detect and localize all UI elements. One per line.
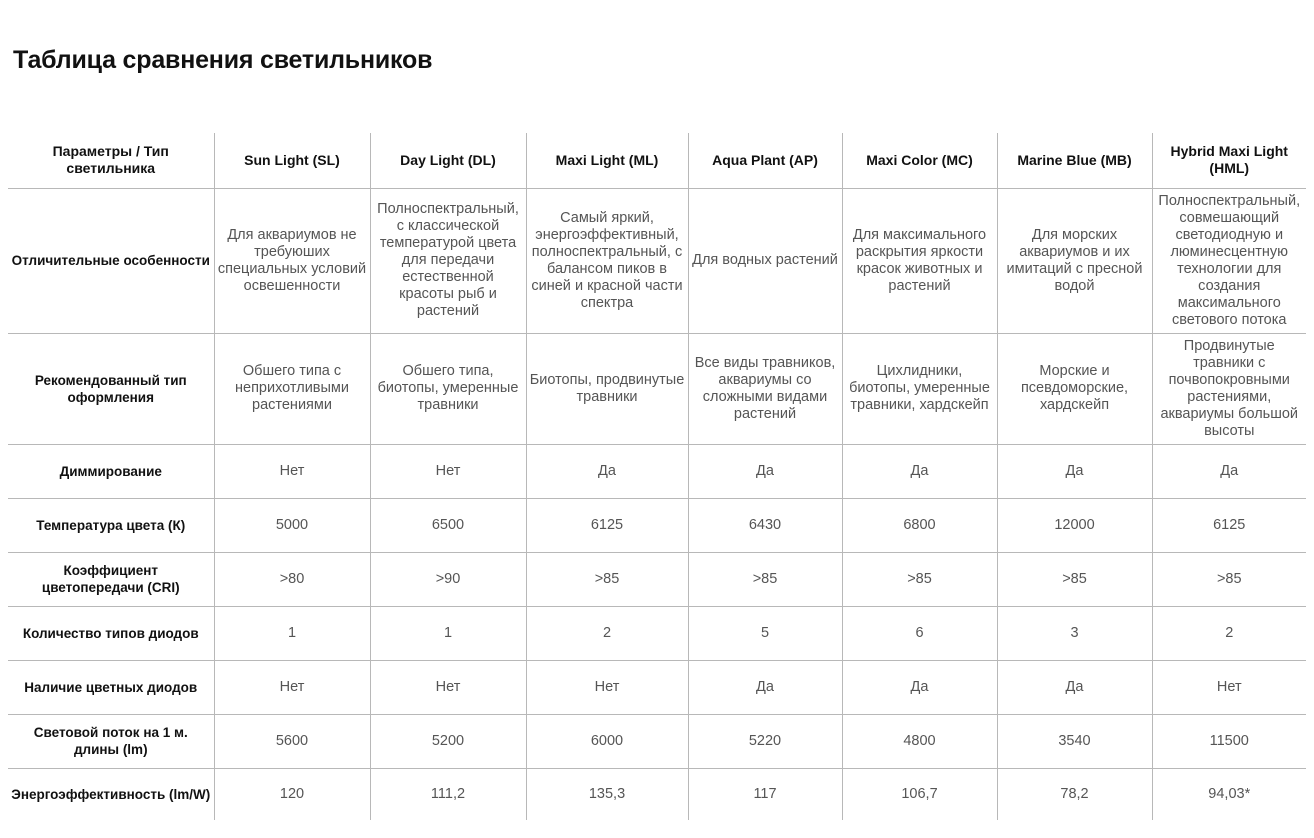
table-row-luminous-flux	[8, 714, 1306, 768]
table-cell: >85	[842, 552, 997, 606]
column-header-maxi-light: Maxi Light (ML)	[526, 133, 688, 188]
table-cell: Для водных растений	[688, 188, 842, 333]
table-row-dimming	[8, 444, 1306, 498]
table-cell: 4800	[842, 714, 997, 768]
table-cell: 5000	[214, 498, 370, 552]
table-cell: >85	[1152, 552, 1306, 606]
column-header-maxi-color: Maxi Color (MC)	[842, 133, 997, 188]
table-cell: Обшего типа с неприхотливыми растениями	[214, 333, 370, 444]
table-row-diode-types	[8, 606, 1306, 660]
row-label: Отличительные особенности	[8, 188, 214, 333]
table-cell: 6	[842, 606, 997, 660]
column-header-day-light: Day Light (DL)	[370, 133, 526, 188]
table-cell: 135,3	[526, 768, 688, 820]
table-cell: >85	[997, 552, 1152, 606]
table-cell: Нет	[214, 660, 370, 714]
table-cell: Нет	[526, 660, 688, 714]
table-cell: Полноспектральный, с классической температурой цвета для передачи естественной красоты рыб и растений	[370, 188, 526, 333]
table-cell: Для максимального раскрытия яркости красок животных и растений	[842, 188, 997, 333]
row-label: Температура цвета (К)	[8, 498, 214, 552]
table-cell: Все виды травников, аквариумы со сложными видами растений	[688, 333, 842, 444]
table-cell: 106,7	[842, 768, 997, 820]
row-label: Световой поток на 1 м. длины (lm)	[8, 714, 214, 768]
row-label: Диммирование	[8, 444, 214, 498]
table-cell: 3	[997, 606, 1152, 660]
table-cell: Нет	[370, 660, 526, 714]
table-cell: 6125	[526, 498, 688, 552]
table-cell: Для морских аквариумов и их имитаций с пресной водой	[997, 188, 1152, 333]
table-cell: 2	[526, 606, 688, 660]
table-cell: 94,03*	[1152, 768, 1306, 820]
table-row-features	[8, 188, 1306, 333]
comparison-table	[8, 133, 1306, 820]
row-label: Коэффициент цветопередачи (CRI)	[8, 552, 214, 606]
table-cell: Биотопы, продвинутые травники	[526, 333, 688, 444]
table-cell: Морские и псевдоморские, хардскейп	[997, 333, 1152, 444]
table-cell: Да	[997, 660, 1152, 714]
table-cell: Да	[997, 444, 1152, 498]
table-cell: 6125	[1152, 498, 1306, 552]
table-cell: Да	[842, 660, 997, 714]
table-cell: 3540	[997, 714, 1152, 768]
table-cell: Да	[1152, 444, 1306, 498]
table-cell: 5220	[688, 714, 842, 768]
table-row-color-diodes	[8, 660, 1306, 714]
table-cell: 1	[214, 606, 370, 660]
table-cell: 5200	[370, 714, 526, 768]
table-cell: 117	[688, 768, 842, 820]
table-cell: Да	[526, 444, 688, 498]
table-cell: 6500	[370, 498, 526, 552]
row-label: Рекомендованный тип оформления	[8, 333, 214, 444]
table-cell: Нет	[370, 444, 526, 498]
table-row-cri	[8, 552, 1306, 606]
table-row-color-temperature	[8, 498, 1306, 552]
table-cell: 5	[688, 606, 842, 660]
table-cell: Цихлидники, биотопы, умеренные травники, хардскейп	[842, 333, 997, 444]
table-cell: Продвинутые травники с почвопокровными растениями, аквариумы большой высоты	[1152, 333, 1306, 444]
table-row-recommended-type	[8, 333, 1306, 444]
column-header-aqua-plant: Aqua Plant (AP)	[688, 133, 842, 188]
row-label: Количество типов диодов	[8, 606, 214, 660]
table-cell: Нет	[1152, 660, 1306, 714]
column-header-sun-light: Sun Light (SL)	[214, 133, 370, 188]
table-cell: 1	[370, 606, 526, 660]
table-cell: 2	[1152, 606, 1306, 660]
page-title: Таблица сравнения светильников	[13, 46, 433, 74]
table-cell: 6000	[526, 714, 688, 768]
table-cell: 6430	[688, 498, 842, 552]
table-header-row	[8, 133, 1306, 188]
table-cell: 5600	[214, 714, 370, 768]
table-row-energy-efficiency	[8, 768, 1306, 820]
table-cell: Да	[842, 444, 997, 498]
table-cell: Нет	[214, 444, 370, 498]
table-cell: >80	[214, 552, 370, 606]
column-header-marine-blue: Marine Blue (MB)	[997, 133, 1152, 188]
table-cell: Для аквариумов не требуюших специальных условий освешенности	[214, 188, 370, 333]
table-cell: Самый яркий, энергоэффективный, полноспектральный, с балансом пиков в синей и красной части спектра	[526, 188, 688, 333]
table-cell: Да	[688, 444, 842, 498]
table-cell: Обшего типа, биотопы, умеренные травники	[370, 333, 526, 444]
column-header-hybrid-maxi-light: Hybrid Maxi Light (HML)	[1152, 133, 1306, 188]
table-cell: >85	[688, 552, 842, 606]
corner-header: Параметры / Тип светильника	[8, 133, 214, 188]
row-label: Наличие цветных диодов	[8, 660, 214, 714]
table-cell: 12000	[997, 498, 1152, 552]
table-cell: Полноспектральный, совмешающий светодиодную и люминесцентную технологии для создания максимального светового потока	[1152, 188, 1306, 333]
table-cell: 6800	[842, 498, 997, 552]
table-cell: Да	[688, 660, 842, 714]
row-label: Энергоэффективность (lm/W)	[11, 786, 211, 802]
table-cell: 11500	[1152, 714, 1306, 768]
table-cell: >90	[370, 552, 526, 606]
table-cell: >85	[526, 552, 688, 606]
table-cell: 111,2	[370, 768, 526, 820]
table-cell: 120	[214, 768, 370, 820]
table-cell: 78,2	[997, 768, 1152, 820]
